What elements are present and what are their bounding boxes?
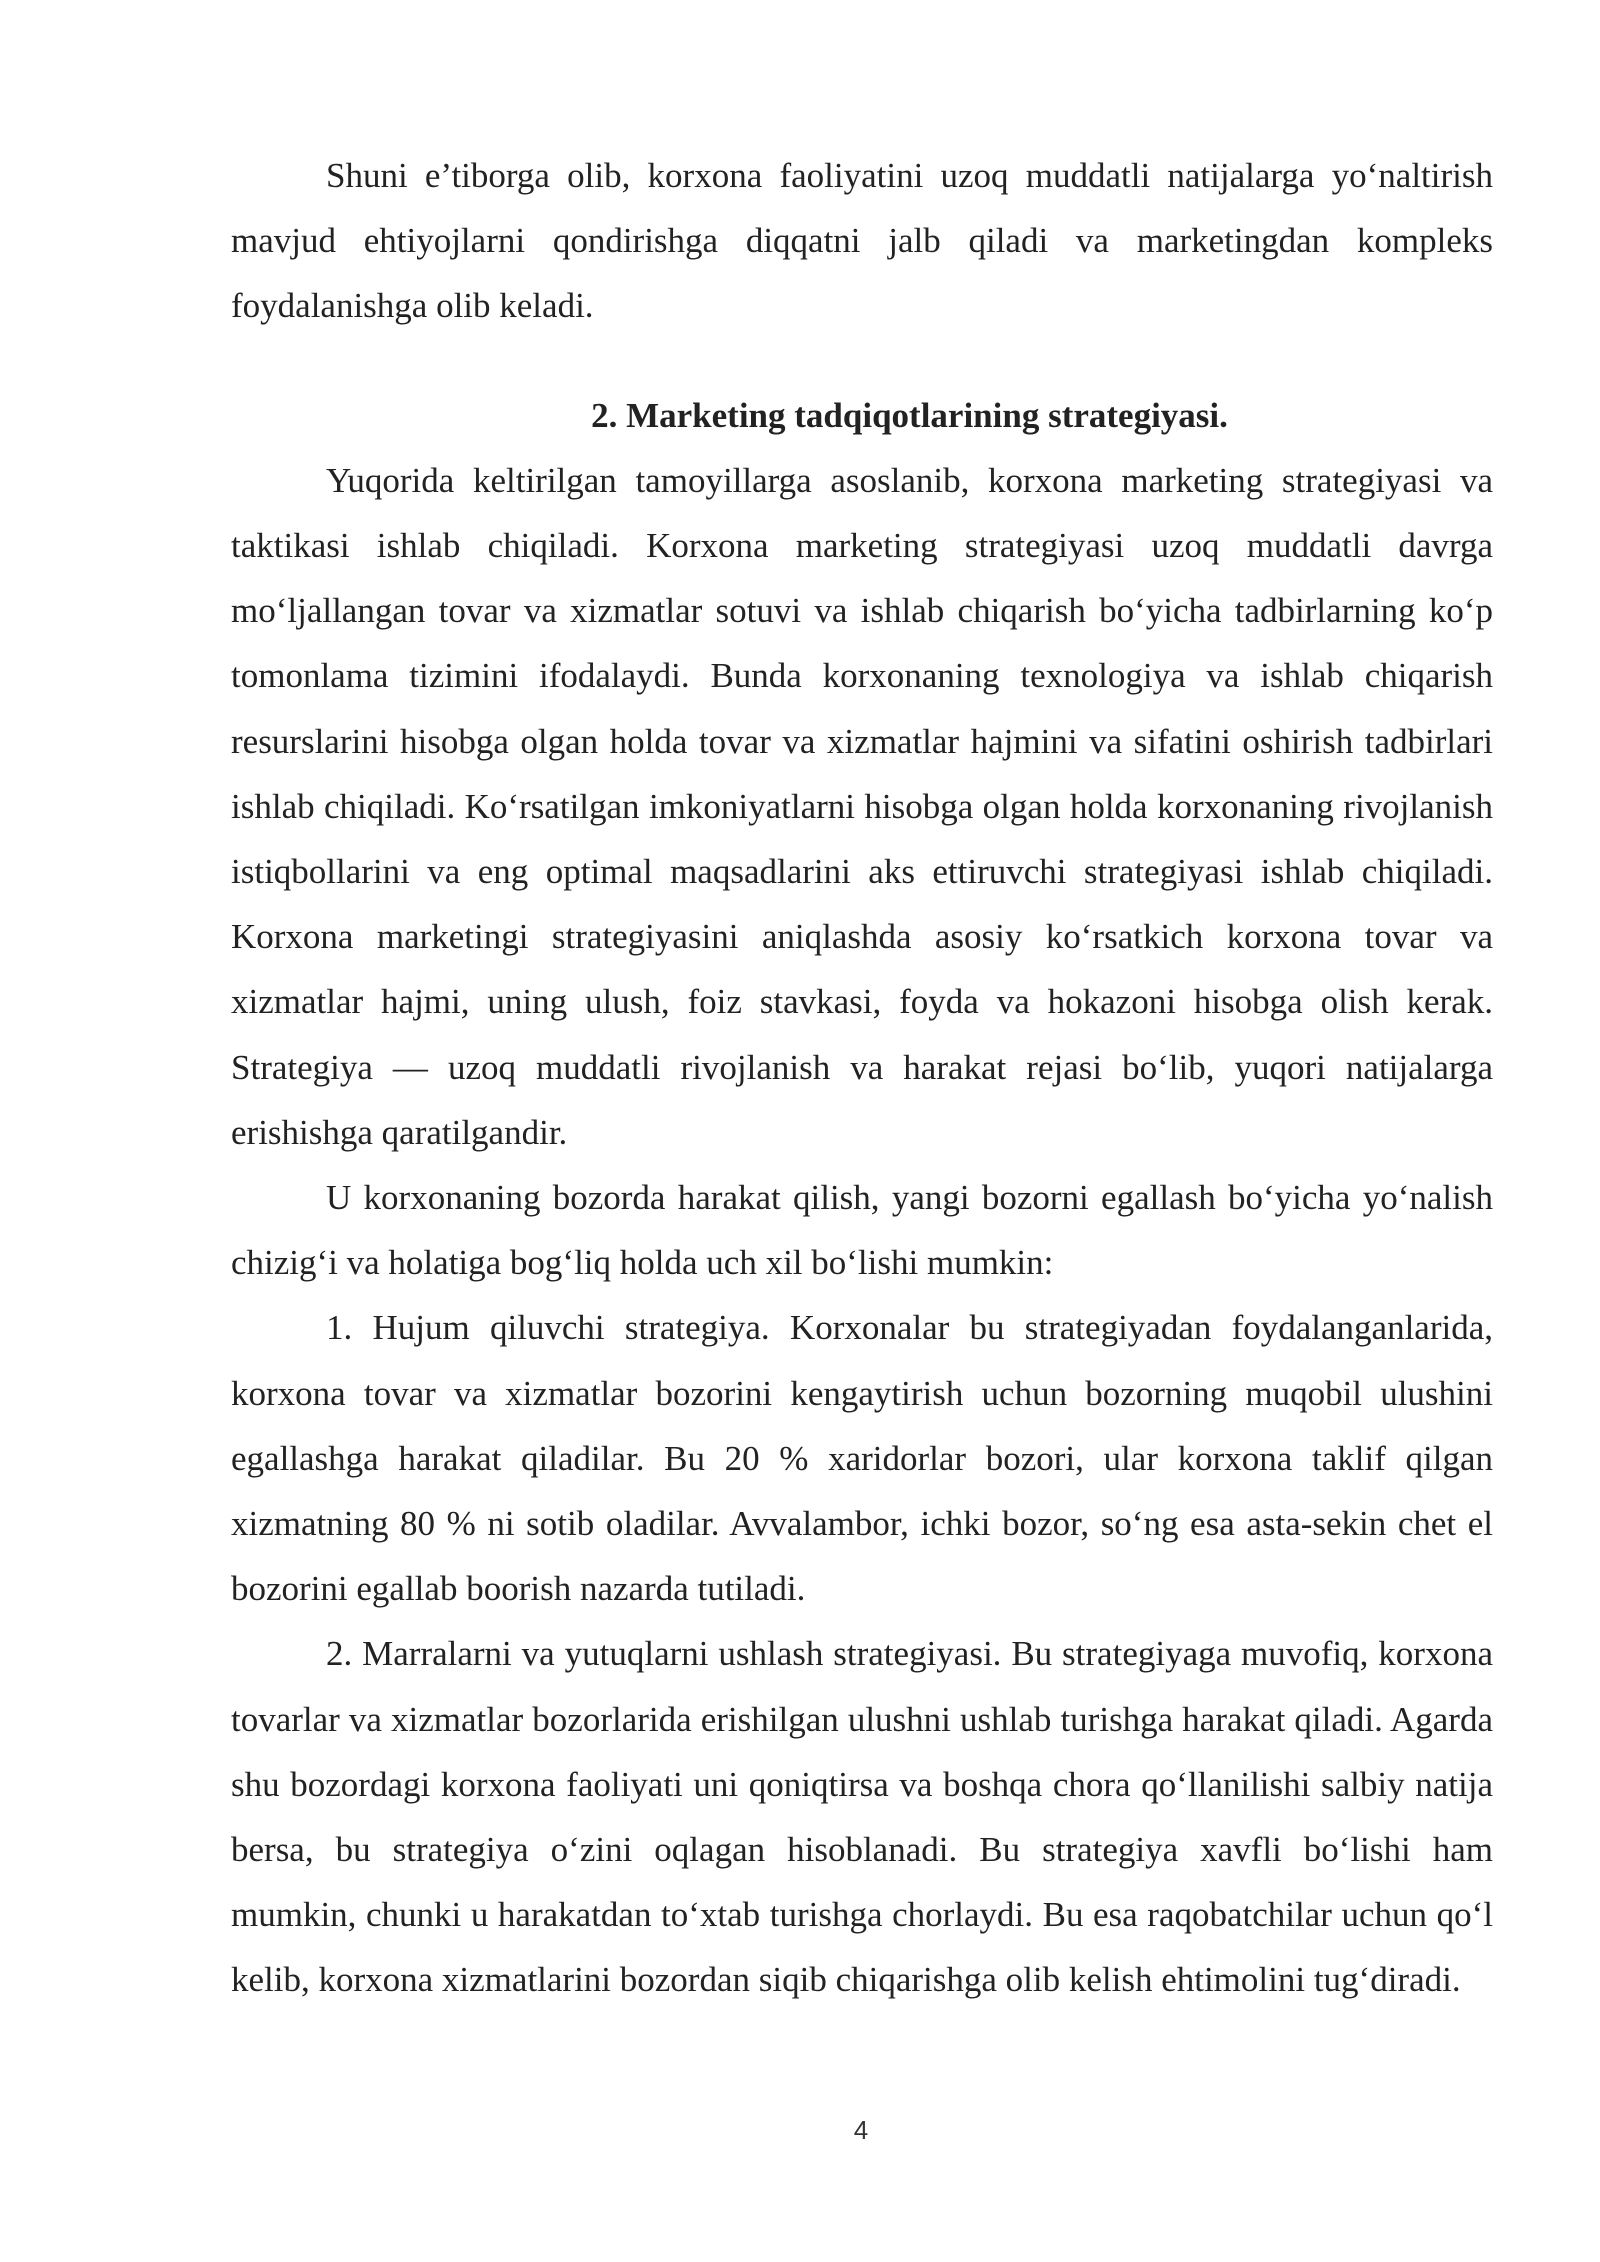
page-number: 4 [853,2115,869,2145]
section-heading: 2. Marketing tadqiqotlarining strategiyasi. [591,395,1228,435]
paragraph-offensive-strategy: 1. Hujum qiluvchi strategiya. Korxonalar bu strategiyadan foydalanganlarida, korxona tovar va xizmatlar bozorini kengaytirish uchun bozorning muqobil ulushini egallashga harakat qiladilar. Bu 20 % xaridorlar bozori, ular korxona taklif qilgan xizmatning 80 % ni sotib oladilar. Avvalambor, ichki bozor, so‘ng esa asta-sekin chet el bozorini egallab boorish nazarda tutiladi. [231,1308,1493,1609]
paragraph-holding-strategy: 2. Marralarni va yutuqlarni ushlash strategiyasi. Bu strategiyaga muvofiq, korxona tovarlar va xizmatlar bozorlarida erishilgan ulushni ushlab turishga harakat qiladi. Agarda shu bozordagi korxona faoliyati uni qoniqtirsa va boshqa chora qo‘llanilishi salbiy natija bersa, bu strategiya o‘zini oqlagan hisoblanadi. Bu strategiya xavfli bo‘lishi ham mumkin, chunki u harakatdan to‘xtab turishga chorlaydi. Bu esa raqobatchilar uchun qo‘l kelib, korxona xizmatlarini bozordan siqib chiqarishga olib kelish ehtimolini tug‘diradi. [231,1634,1493,2000]
paragraph-strategy-definition: Yuqorida keltirilgan tamoyillarga asoslanib, korxona marketing strategiyasi va taktikasi ishlab chiqiladi. Korxona marketing strategiyasi uzoq muddatli davrga mo‘ljallangan tovar va xizmatlar sotuvi va ishlab chiqarish bo‘yicha tadbirlarning ko‘p tomonlama tizimini ifodalaydi. Bunda korxonaning texnologiya va ishlab chiqarish resurslarini hisobga olgan holda tovar va xizmatlar hajmini va sifatini oshirish tadbirlari ishlab chiqiladi. Ko‘rsatilgan imkoniyatlarni hisobga olgan holda korxonaning rivojlanish istiqbollarini va eng optimal maqsadlarini aks ettiruvchi strategiyasi ishlab chiqiladi. Korxona marketingi strategiyasini aniqlashda asosiy ko‘rsatkich korxona tovar va xizmatlar hajmi, uning ulush, foiz stavkasi, foyda va hokazoni hisobga olish kerak. Strategiya — uzoq muddatli rivojlanish va harakat rejasi bo‘lib, yuqori natijalarga erishishga qaratilgandir. [231,460,1493,1152]
paragraph-strategy-types-intro: U korxonaning bozorda harakat qilish, yangi bozorni egallash bo‘yicha yo‘nalish chizig‘i va holatiga bog‘liq holda uch xil bo‘lishi mumkin: [231,1178,1493,1283]
paragraph-intro: Shuni e’tiborga olib, korxona faoliyatini uzoq muddatli natijalarga yo‘naltirish mavjud ehtiyojlarni qondirishga diqqatni jalb qiladi va marketingdan kompleks foydalanishga olib keladi. [231,156,1493,326]
document-page [231,143,1493,2013]
